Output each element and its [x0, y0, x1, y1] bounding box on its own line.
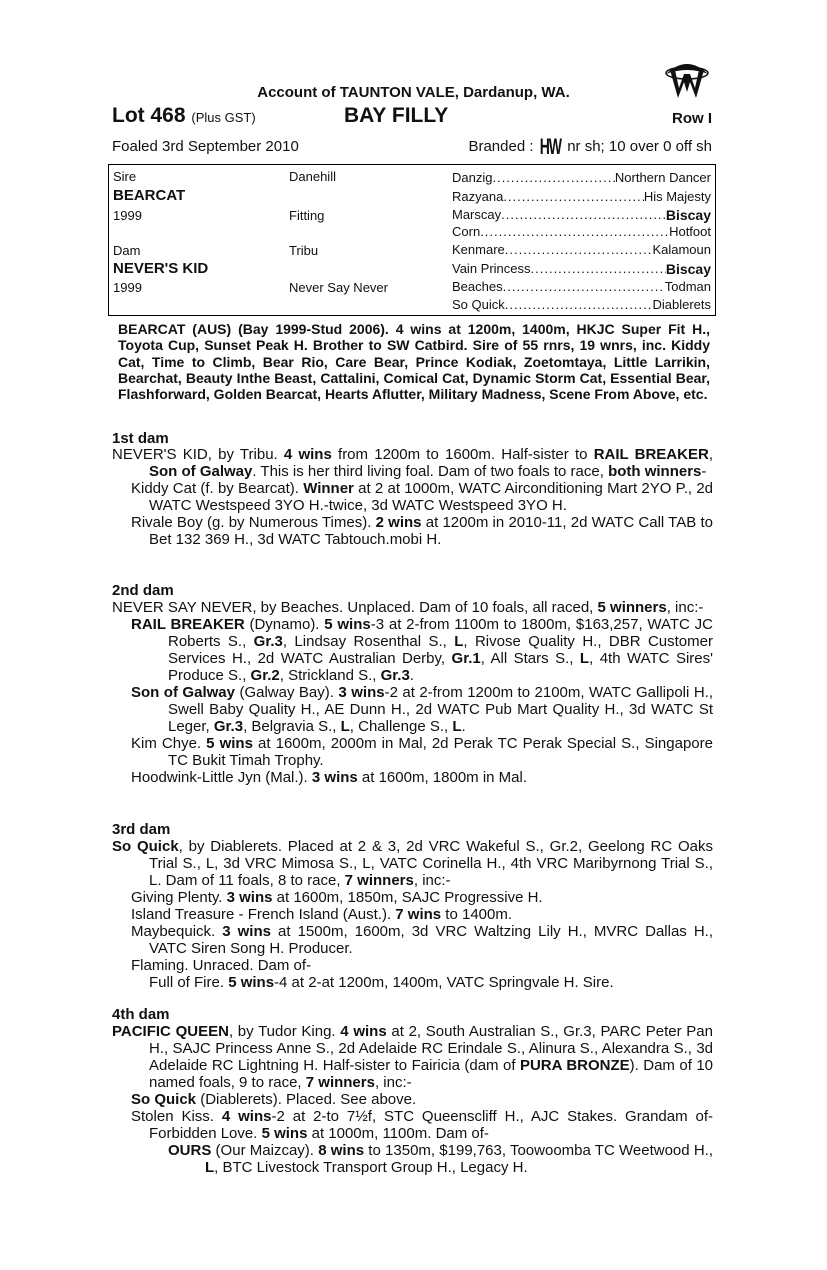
- dam-sire: Tribu: [289, 243, 319, 258]
- fourth-dam-text: PACIFIC QUEEN, by Tudor King. 4 wins at 2, South Australian S., Gr.3, PARC Peter Pan H., SAJC Princess Anne S., 2d Adelaide RC Erindale S., Alinura S., Alexandra S., 3d Adelaide RC Lightning H. Half-sister to Fairicia (dam of PURA BRONZE). Dam of 10 named foals, 9 to race, 7 winners, inc:- So Quick (Diablerets). Placed. See above. Stolen Kiss. 4 wins-2 at 2-to 7½f, STC Queenscliff H., AJC Stakes. Grandam of-Forbidden Love. 5 wins at 1000m, 1100m. Dam of- OURS (Our Maizcay). 8 wins to 1350m, $199,763, Toowoomba TC Weetwood H., L, BTC Livestock Transport Group H., Legacy H.: [112, 1023, 714, 1176]
- sire-dam: Fitting: [289, 208, 325, 223]
- first-dam-heading: 1st dam: [112, 430, 169, 447]
- sale-row: Row I: [672, 110, 712, 127]
- third-dam-heading: 3rd dam: [112, 821, 171, 838]
- pedigree-ancestor-row: [452, 207, 711, 223]
- leader-dots: [503, 279, 665, 294]
- pedigree-ancestor-row: [452, 224, 711, 239]
- plus-gst: (Plus GST): [191, 110, 256, 125]
- ancestor-grandsire: Diablerets: [652, 297, 711, 312]
- ancestor-grandsire: Kalamoun: [652, 242, 711, 257]
- ancestor-grandsire: Biscay: [665, 261, 711, 277]
- pedigree-ancestor-row: [452, 242, 711, 257]
- leader-dots: [505, 297, 653, 312]
- second-dam-heading: 2nd dam: [112, 582, 174, 599]
- dam-name: NEVER'S KID: [113, 260, 209, 277]
- ancestor-sire: Corn: [452, 224, 481, 239]
- ancestor-sire: Beaches: [452, 279, 503, 294]
- vendor-account: Account of TAUNTON VALE, Dardanup, WA.: [257, 84, 570, 101]
- leader-dots: [503, 189, 644, 204]
- branded-info: Branded : HW nr sh; 10 over 0 off sh: [468, 133, 712, 159]
- sire-summary: BEARCAT (AUS) (Bay 1999-Stud 2006). 4 wins at 1200m, 1400m, HKJC Super Fit H., Toyota Cup, Sunset Peak H. Brother to SW Catbird. Sire of 55 rnrs, 19 wnrs, inc. Kiddy Cat, Time to Climb, Bear Rio, Care Bear, Prince Kodiak, Zoetomtaya, Little Larrikin, Bearchat, Beauty Inthe Beast, Cattalini, Comical Cat, Dynamic Storm Cat, Essential Bear, Flashforward, Golden Bearcat, Hearts Aflutter, Military Madness, Scene From Above, etc.: [118, 321, 710, 403]
- ancestor-sire: Danzig: [452, 170, 493, 185]
- leader-dots: [492, 170, 614, 185]
- ancestor-grandsire: Northern Dancer: [614, 170, 711, 185]
- ancestor-sire: So Quick: [452, 297, 505, 312]
- third-dam-text: So Quick, by Diablerets. Placed at 2 & 3, 2d VRC Wakeful S., Gr.2, Geelong RC Oaks Trial S., L, 3d VRC Mimosa S., L, VATC Corinella H., 4th VRC Maribyrnong Trial S., L. Dam of 11 foals, 8 to race, 7 winners, inc:- Giving Plenty. 3 wins at 1600m, 1850m, SAJC Progressive H. Island Treasure - French Island (Aust.). 7 wins to 1400m. Maybequick. 3 wins at 1500m, 1600m, 3d VRC Waltzing Lily H., MVRC Dallas H., VATC Siren Song H. Producer. Flaming. Unraced. Dam of- Full of Fire. 5 wins-4 at 2-at 1200m, 1400m, VATC Springvale H. Sire.: [112, 838, 714, 991]
- ancestor-sire: Razyana: [452, 189, 504, 204]
- sire-sire: Danehill: [289, 169, 336, 184]
- dam-label: Dam: [113, 243, 141, 258]
- leader-dots: [505, 242, 653, 257]
- ancestor-sire: Marscay: [452, 207, 502, 222]
- leader-dots: [531, 261, 666, 277]
- fourth-dam-heading: 4th dam: [112, 1006, 170, 1023]
- foaled-date: Foaled 3rd September 2010: [112, 138, 299, 155]
- ancestor-grandsire: Biscay: [665, 207, 711, 223]
- second-dam-text: NEVER SAY NEVER, by Beaches. Unplaced. Dam of 10 foals, all raced, 5 winners, inc:- RAIL BREAKER (Dynamo). 5 wins-3 at 2-from 1100m to 1800m, $163,257, WATC JC Roberts S., Gr.3, Lindsay Rosenthal S., L, Rivose Quality H., DBR Customer Services H., 2d WATC Australian Derby, Gr.1, All Stars S., L, 4th WATC Sires' Produce S., Gr.2, Strickland S., Gr.3. Son of Galway (Galway Bay). 3 wins-2 at 2-from 1200m to 2100m, WATC Gallipoli H., Swell Baby Quality H., AE Dunn H., 2d WATC Pub Mart Quality H., 3d WATC St Leger, Gr.3, Belgravia S., L, Challenge S., L. Kim Chye. 5 wins at 1600m, 2000m in Mal, 2d Perak TC Perak Special S., Singapore TC Bukit Timah Trophy. Hoodwink-Little Jyn (Mal.). 3 wins at 1600m, 1800m in Mal.: [112, 599, 713, 786]
- ancestor-sire: Kenmare: [452, 242, 505, 257]
- colour-sex: BAY FILLY: [344, 104, 449, 127]
- pedigree-ancestor-row: [452, 297, 711, 312]
- pedigree-ancestor-row: [452, 189, 711, 204]
- first-dam-text: NEVER'S KID, by Tribu. 4 wins from 1200m to 1600m. Half-sister to RAIL BREAKER, Son of Galway. This is her third living foal. Dam of two foals to race, both winners- Kiddy Cat (f. by Bearcat). Winner at 2 at 1000m, WATC Airconditioning Mart 2YO P., 2d WATC Westspeed 3YO H.-twice, 3d WATC Westspeed 3YO H. Rivale Boy (g. by Numerous Times). 2 wins at 1200m in 2010-11, 2d WATC Call TAB to Bet 132 369 H., 3d WATC Tabtouch.mobi H.: [112, 446, 714, 548]
- brand-mark: HW: [539, 133, 562, 159]
- ancestor-grandsire: Todman: [664, 279, 711, 294]
- lot-number: Lot 468 (Plus GST): [112, 104, 256, 127]
- sire-year: 1999: [113, 208, 142, 223]
- ancestor-grandsire: Hotfoot: [669, 224, 711, 239]
- pedigree-ancestor-row: [452, 261, 711, 277]
- sire-label: Sire: [113, 169, 137, 184]
- dam-year: 1999: [113, 280, 142, 295]
- leader-dots: [501, 207, 666, 223]
- leader-dots: [480, 224, 669, 239]
- ancestor-grandsire: His Majesty: [643, 189, 711, 204]
- sire-name: BEARCAT: [113, 187, 186, 204]
- pedigree-ancestor-row: [452, 279, 711, 294]
- dam-dam: Never Say Never: [289, 280, 388, 295]
- pedigree-ancestor-row: [452, 170, 711, 185]
- ancestor-sire: Vain Princess: [452, 261, 531, 276]
